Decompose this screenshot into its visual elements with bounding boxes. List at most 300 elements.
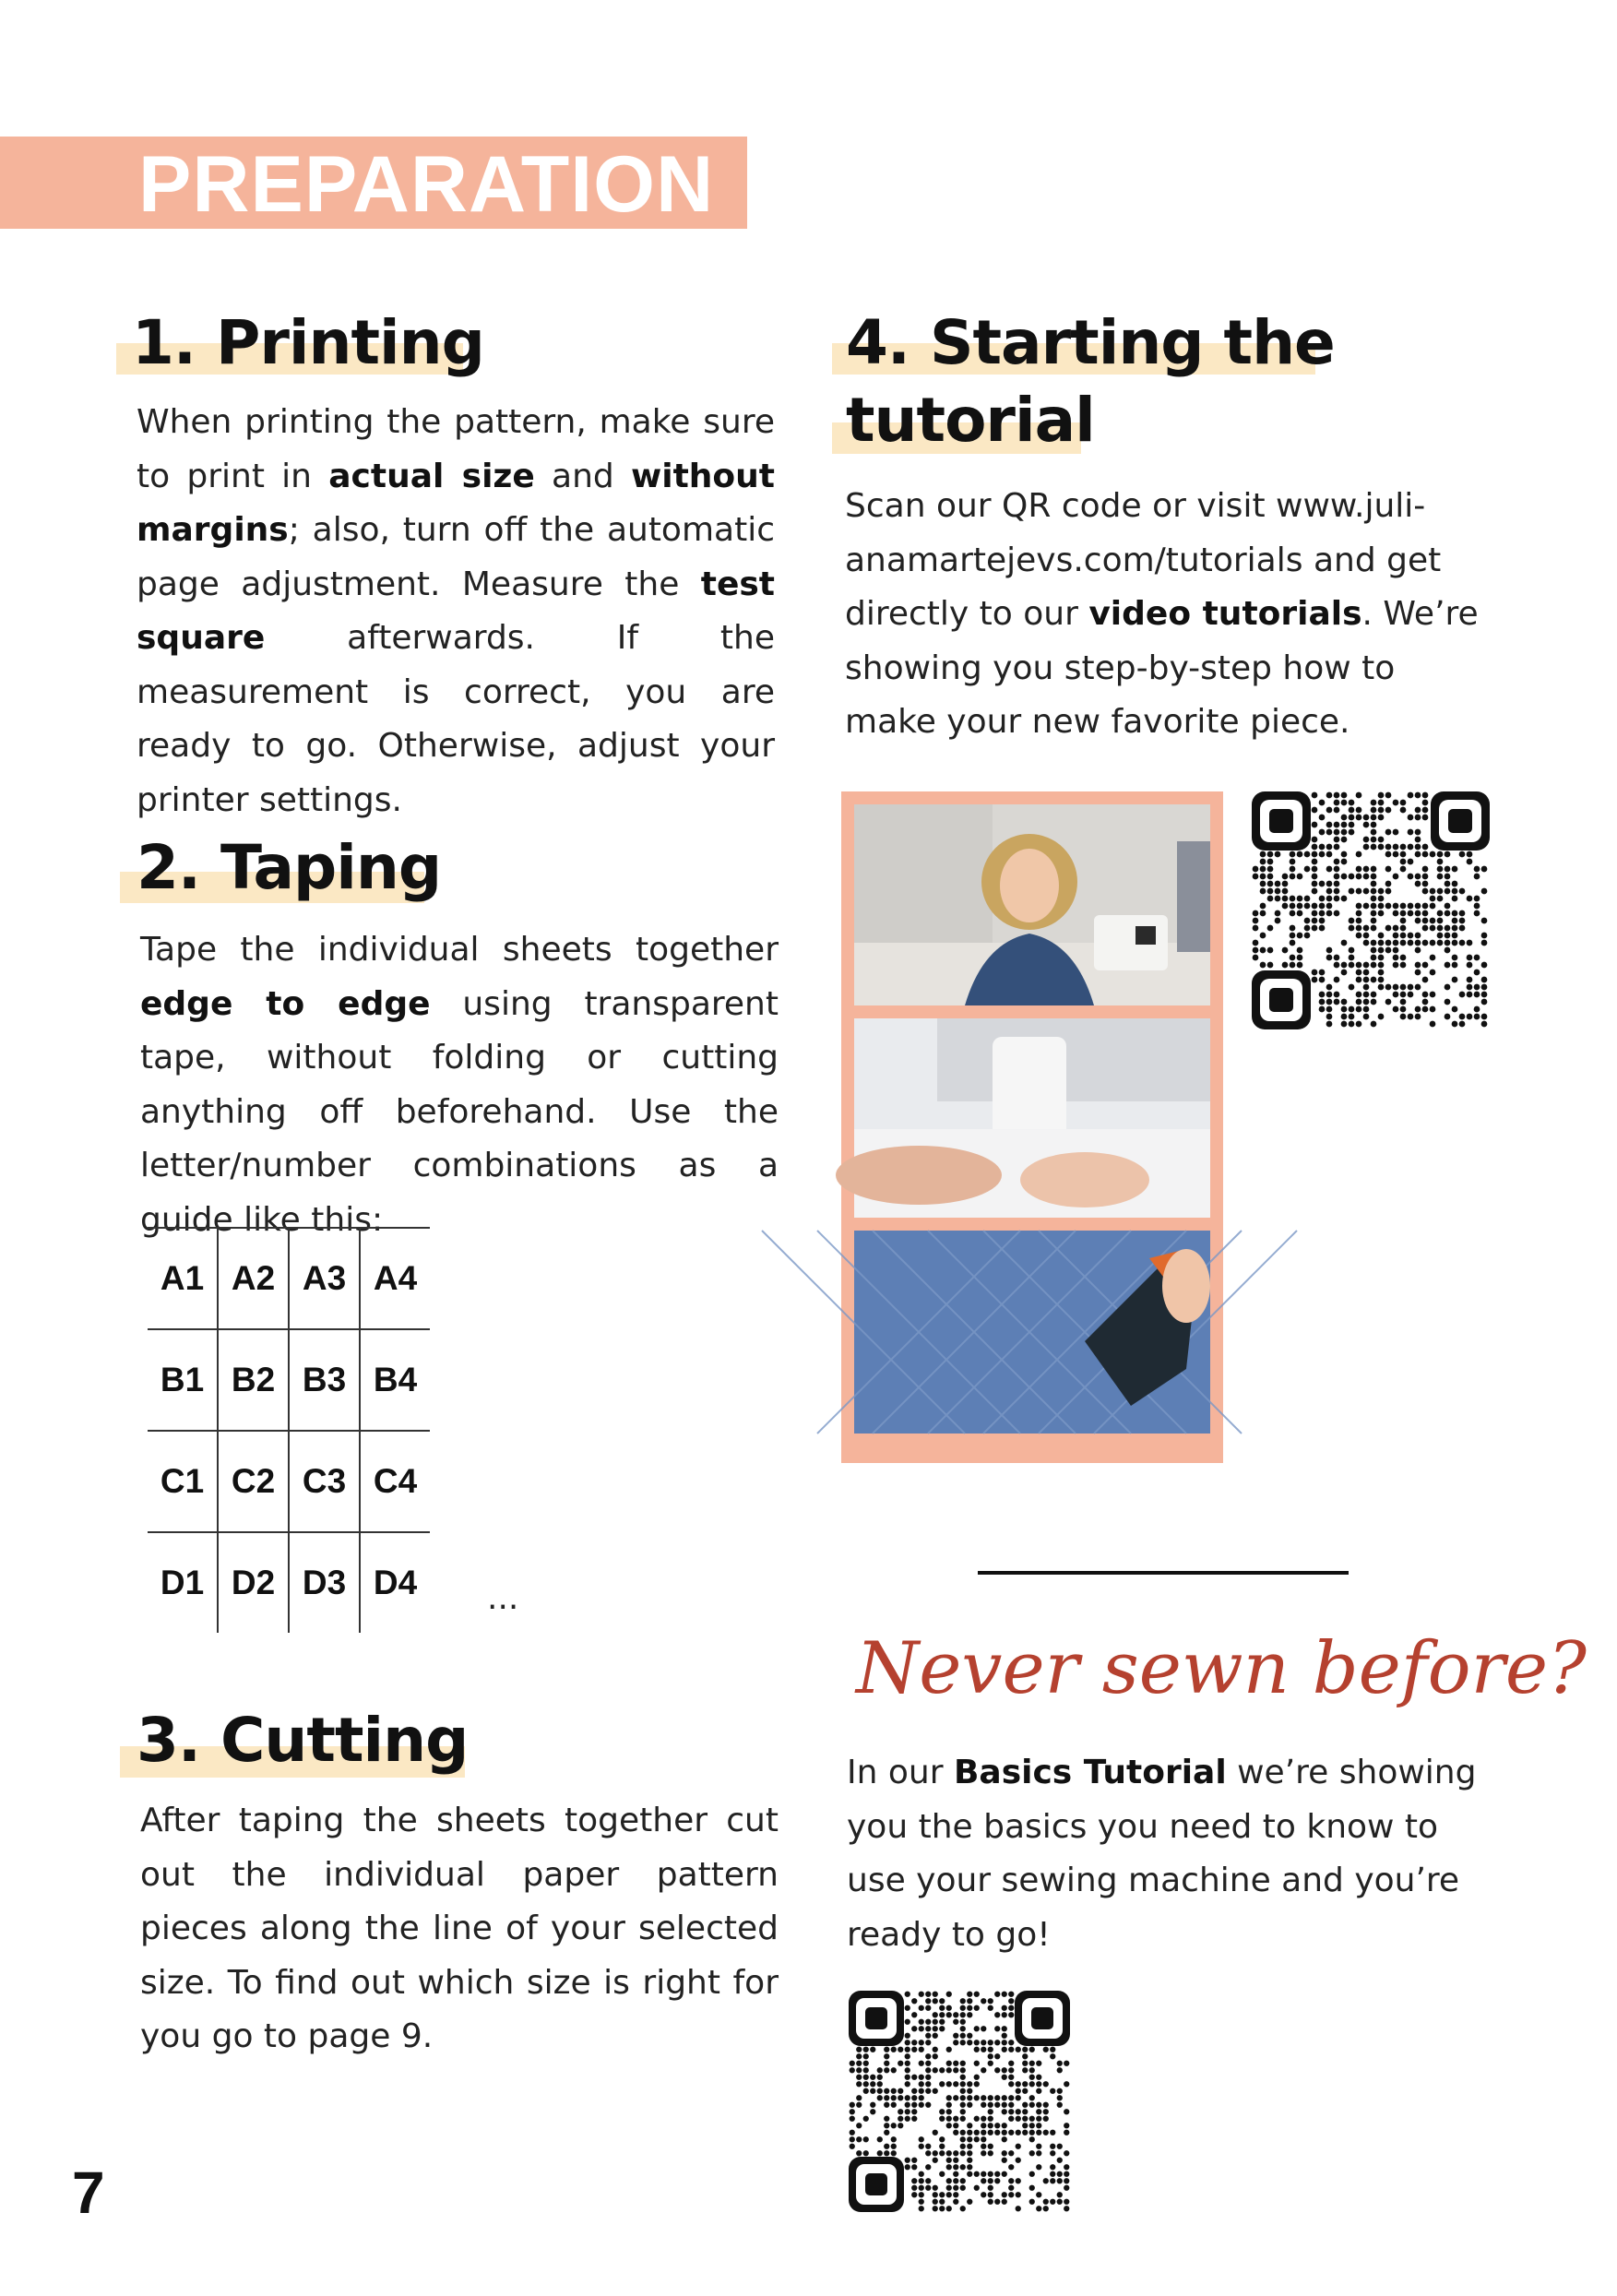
qr-module [1378,955,1385,961]
qr-module [1378,844,1385,851]
qr-module [1064,2061,1069,2066]
qr-module [911,2158,917,2163]
qr-module [884,2116,889,2122]
qr-module [1422,800,1429,806]
qr-module [1036,2088,1041,2094]
qr-module [967,2095,972,2100]
qr-module [1334,955,1340,961]
qr-module [1400,940,1407,946]
qr-module [1445,925,1451,932]
qr-module [1408,792,1414,799]
qr-module [933,2053,938,2059]
qr-module [1043,2102,1049,2108]
qr-module [1349,1006,1355,1013]
qr-module [946,2081,952,2087]
qr-module [1319,918,1326,924]
qr-module [1437,925,1444,932]
qr-module [919,2075,924,2080]
qr-module [974,2095,980,2100]
qr-module [1290,874,1296,880]
qr-module [933,2185,938,2191]
qr-module [1430,992,1436,998]
qr-module [919,2171,924,2177]
qr-module [1349,888,1355,895]
qr-module [1008,2185,1014,2191]
qr-module [1481,933,1488,939]
qr-module [1029,2095,1035,2100]
qr-module [856,2123,862,2128]
qr-module [1422,925,1429,932]
qr-module [1036,2109,1041,2114]
qr-module [1319,977,1326,983]
qr-module [1326,1006,1333,1013]
qr-module [1341,815,1348,821]
qr-module [925,2102,931,2108]
qr-module [898,2109,903,2114]
qr-module [1002,2095,1007,2100]
qr-module [1363,874,1370,880]
qr-module [1459,940,1466,946]
qr-module [1400,933,1407,939]
qr-module [994,2053,1000,2059]
qr-module [1341,874,1348,880]
qr-module [1385,851,1392,858]
qr-module [863,2150,869,2156]
qr-module [911,2040,917,2045]
tutorial-host-photo [854,804,1210,1005]
qr-module [1334,800,1340,806]
qr-module [850,2061,855,2066]
qr-module [1371,874,1377,880]
qr-module [1260,910,1266,917]
qr-module [1371,815,1377,821]
qr-module [1363,837,1370,843]
taping-text: Tape the individual sheets together edge to edge using transparent tape, without folding or cutting anything off beforehand. Use the letter/number combinations as a guide like this: [140,931,779,1239]
qr-module [1290,851,1296,858]
qr-module [1008,2095,1014,2100]
qr-module [1400,844,1407,851]
qr-module [946,1992,952,1997]
qr-module [1036,2061,1041,2066]
qr-module [1437,888,1444,895]
qr-module [905,2040,910,2045]
qr-module [953,2081,958,2087]
qr-module [1016,2109,1021,2114]
qr-module [1326,881,1333,887]
qr-module [911,2012,917,2017]
qr-module [1008,1992,1014,1997]
qr-module [1349,829,1355,836]
qr-module [953,2019,958,2025]
qr-module [946,2116,952,2122]
qr-module [1282,888,1289,895]
qr-module [960,2012,966,2017]
grid-row [148,1330,430,1432]
qr-module [1029,2061,1035,2066]
qr-module [1481,940,1488,946]
qr-module [939,2192,945,2197]
qr-module [1349,925,1355,932]
qr-module [1385,829,1392,836]
qr-module [1064,2171,1069,2177]
qr-module [1050,2088,1055,2094]
qr-module [911,2185,917,2191]
script-heading-never-sewn [847,1591,1587,1748]
qr-module [919,2019,924,2025]
qr-module [1349,984,1355,991]
qr-module [1008,2047,1014,2052]
qr-module [1290,933,1296,939]
qr-module [953,2178,958,2183]
qr-module [967,2130,972,2135]
grid-cell: C3 [290,1432,361,1531]
qr-module [1341,800,1348,806]
qr-module [1363,888,1370,895]
qr-module [1282,962,1289,969]
qr-module [1445,903,1451,910]
qr-module [911,2095,917,2100]
qr-module [911,1998,917,2004]
qr-module [1415,1014,1421,1020]
qr-module [1371,844,1377,851]
qr-module [1312,859,1318,865]
qr-module [1064,2206,1069,2211]
qr-module [967,2012,972,2017]
qr-module [1064,2150,1069,2156]
qr-module [919,2081,924,2087]
qr-module [1385,947,1392,954]
qr-module [870,2109,875,2114]
qr-module [1400,918,1407,924]
qr-module [974,2136,980,2142]
qr-module [967,2199,972,2205]
qr-module [974,2081,980,2087]
qr-module [1057,2102,1063,2108]
qr-module [919,2144,924,2149]
qr-module [1334,866,1340,873]
qr-module [1385,984,1392,991]
qr-module [1400,999,1407,1005]
qr-module [939,2171,945,2177]
qr-module [1334,962,1340,969]
qr-module [1008,2102,1014,2108]
qr-module [1036,2206,1041,2211]
grid-row [148,1533,430,1633]
qr-module [1334,792,1340,799]
qr-module [1002,1992,1007,1997]
qr-module [1253,940,1259,946]
qr-module [884,2130,889,2135]
qr-module [1415,970,1421,976]
qr-module [1467,1014,1473,1020]
qr-module [1275,888,1281,895]
qr-module [1334,807,1340,814]
qr-module [856,2136,862,2142]
qr-module [1452,910,1458,917]
qr-module [1408,910,1414,917]
qr-module [1415,1006,1421,1013]
qr-module [1415,918,1421,924]
qr-module [1445,881,1451,887]
qr-module [981,2178,986,2183]
qr-module [911,2178,917,2183]
qr-module [1334,910,1340,917]
qr-module [1452,866,1458,873]
qr-module [1452,1021,1458,1028]
qr-module [1297,851,1303,858]
qr-module [1312,822,1318,828]
qr-module [1312,910,1318,917]
qr-module [1319,999,1326,1005]
qr-module [925,2005,931,2011]
qr-module [1356,874,1362,880]
qr-module [967,1998,972,2004]
qr-module [1022,2053,1028,2059]
qr-module [1415,815,1421,821]
qr-module [967,2164,972,2170]
qr-module [939,2019,945,2025]
qr-module [939,2150,945,2156]
qr-module [884,2067,889,2073]
grid-ellipsis: ... [487,1579,519,1617]
qr-module [1385,844,1392,851]
qr-module [960,2067,966,2073]
qr-module [898,2095,903,2100]
qr-module [905,2019,910,2025]
qr-module [1064,2109,1069,2114]
qr-module [988,2123,993,2128]
qr-module [1319,903,1326,910]
qr-module [863,2116,869,2122]
qr-module [1290,955,1296,961]
qr-module [1319,896,1326,902]
qr-module [1481,962,1488,969]
qr-module [1008,2116,1014,2122]
qr-module [925,2088,931,2094]
qr-module [1297,903,1303,910]
qr-module [939,2012,945,2017]
qr-module [1319,992,1326,998]
qr-module [925,2033,931,2039]
qr-module [1304,896,1311,902]
divider-line [978,1571,1349,1575]
qr-module [1430,970,1436,976]
qr-module [1267,888,1274,895]
qr-module [925,1998,931,2004]
qr-module [1008,1998,1014,2004]
qr-module [1275,896,1281,902]
qr-module [856,2053,862,2059]
qr-module [1385,925,1392,932]
qr-module [1445,874,1451,880]
qr-module [1385,903,1392,910]
qr-module [1319,844,1326,851]
qr-module [933,2033,938,2039]
qr-module [1437,940,1444,946]
qr-module [1415,984,1421,991]
qr-module [1290,896,1296,902]
qr-module [891,2150,897,2156]
qr-module [1029,2123,1035,2128]
qr-module [1029,2130,1035,2135]
qr-module [1267,962,1274,969]
qr-module [960,2144,966,2149]
qr-module [911,2164,917,2170]
qr-module [884,2047,889,2052]
qr-module [988,2130,993,2135]
qr-module [1474,984,1480,991]
qr-module [1363,940,1370,946]
qr-module [898,2088,903,2094]
qr-module [1452,940,1458,946]
qr-module [960,2033,966,2039]
qr-module [967,2005,972,2011]
qr-module [919,2005,924,2011]
qr-module [1393,874,1399,880]
qr-module [960,2102,966,2108]
qr-module [946,2061,952,2066]
qr-module [1400,910,1407,917]
qr-module [1043,2116,1049,2122]
qr-module [1312,837,1318,843]
qr-module [1349,822,1355,828]
qr-module [1297,933,1303,939]
qr-module [1378,888,1385,895]
qr-module [988,2109,993,2114]
grid-cell: B3 [290,1330,361,1430]
qr-module [1474,903,1480,910]
qr-module [1304,866,1311,873]
grid-cell: A4 [373,1259,418,1297]
qr-module [1290,940,1296,946]
qr-module [1057,2158,1063,2163]
qr-module [850,2109,855,2114]
qr-module [1393,910,1399,917]
qr-module [967,2040,972,2045]
qr-module [1002,2026,1007,2031]
qr-module [1356,910,1362,917]
qr-module [953,2185,958,2191]
qr-module [884,2123,889,2128]
qr-module [960,2088,966,2094]
qr-module [1275,918,1281,924]
qr-module [1036,2150,1041,2156]
qr-module [1064,2178,1069,2183]
qr-module [1253,918,1259,924]
qr-module [919,2136,924,2142]
qr-module [1437,866,1444,873]
qr-module [1459,992,1466,998]
qr-module [905,2158,910,2163]
grid-cell: A2 [219,1229,290,1328]
qr-module [994,2102,1000,2108]
qr-module [1415,807,1421,814]
qr-module [967,2144,972,2149]
qr-module [850,2144,855,2149]
qr-module [1349,918,1355,924]
qr-module [1400,992,1407,998]
qr-module [960,2206,966,2211]
qr-module [884,2088,889,2094]
qr-module [1363,933,1370,939]
qr-module [953,2192,958,2197]
qr-module [1437,933,1444,939]
qr-module [1408,984,1414,991]
qr-module [1363,903,1370,910]
qr-module [1043,2047,1049,2052]
qr-module [856,2047,862,2052]
qr-module [1371,881,1377,887]
qr-module [946,2206,952,2211]
qr-module [1341,1014,1348,1020]
qr-module [1393,962,1399,969]
qr-module [994,2130,1000,2135]
qr-module [1430,940,1436,946]
qr-module [1319,800,1326,806]
qr-module [884,2061,889,2066]
qr-module [856,2075,862,2080]
qr-module [1371,822,1377,828]
qr-module [933,2199,938,2205]
qr-module [1422,807,1429,814]
qr-module [1326,999,1333,1005]
qr-module [1290,925,1296,932]
qr-module [1371,999,1377,1005]
qr-module [911,2088,917,2094]
qr-module [898,2047,903,2052]
qr-module [988,1998,993,2004]
qr-module [1430,888,1436,895]
qr-module [1341,962,1348,969]
qr-module [1282,903,1289,910]
qr-module [1057,2095,1063,2100]
qr-module [898,2123,903,2128]
ironing-photo [854,1231,1210,1434]
qr-module [981,2102,986,2108]
qr-module [877,2088,883,2094]
qr-module [1467,859,1473,865]
qr-module [1356,903,1362,910]
qr-module [1437,859,1444,865]
qr-module [1341,792,1348,799]
qr-module [1349,1014,1355,1020]
qr-module [1002,2136,1007,2142]
qr-module [974,2047,980,2052]
qr-module [1312,888,1318,895]
qr-module [1022,2130,1028,2135]
page-number: 7 [72,2159,105,2226]
qr-module [1356,992,1362,998]
qr-module [1297,910,1303,917]
qr-module [1050,2178,1055,2183]
section-heading-tutorial-line2: tutorial [846,385,1095,456]
qr-module [1408,1014,1414,1020]
qr-module [1260,859,1266,865]
qr-module [1378,947,1385,954]
qr-module [1036,2081,1041,2087]
qr-module [1400,866,1407,873]
qr-module [1400,962,1407,969]
qr-module [1481,984,1488,991]
qr-module [960,2164,966,2170]
qr-module [1002,2130,1007,2135]
qr-module [884,2102,889,2108]
qr-module [1002,2075,1007,2080]
qr-module [974,2171,980,2177]
qr-module [1459,1021,1466,1028]
qr-module [905,2109,910,2114]
qr-module [1326,1021,1333,1028]
